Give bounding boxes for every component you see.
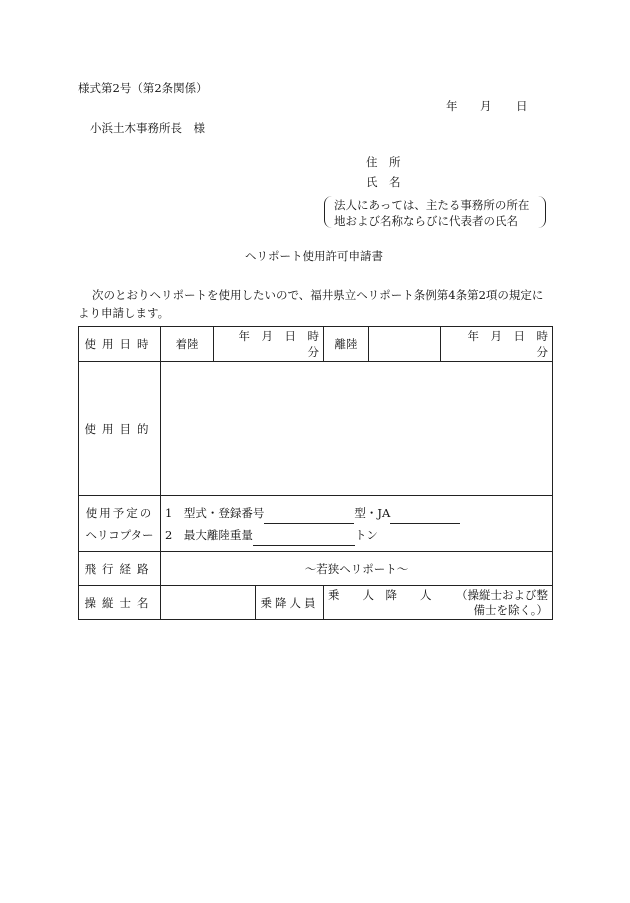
crew-label: 乗降人員 (256, 586, 324, 620)
pilot-field[interactable] (161, 586, 256, 620)
ja-label: 型・JA (354, 505, 391, 520)
address-label: 住 所 (366, 155, 401, 169)
route-label: 飛行経路 (79, 552, 161, 586)
max-takeoff-weight-field[interactable] (253, 533, 355, 546)
route-row (79, 552, 553, 586)
takeoff-datetime-field[interactable]: 年 月 日 時 分 (441, 327, 553, 362)
document-title: ヘリポート使用許可申請書 (245, 249, 383, 263)
landing-label: 着陸 (161, 327, 214, 362)
addressee: 小浜土木事務所長 様 (90, 121, 205, 135)
crew-field[interactable] (324, 586, 553, 620)
form-number: 様式第2号（第2条関係） (78, 81, 208, 95)
landing-datetime-field[interactable]: 年 月 日 時 分 (214, 327, 324, 362)
helicopter-details (161, 496, 553, 552)
takeoff-cell (324, 327, 441, 362)
passenger-count-label: 乗 人 降 人 (328, 588, 432, 602)
usage-datetime-label: 使用日時 (79, 327, 161, 362)
passenger-note-line1: （操縦士および整 (456, 588, 548, 602)
helicopter-row (79, 496, 553, 552)
takeoff-label: 離陸 (324, 327, 369, 361)
purpose-label: 使用目的 (79, 362, 161, 496)
helicopter-label (79, 496, 161, 552)
route-value[interactable]: ～若狭ヘリポート～ (161, 552, 553, 586)
helicopter-label-line2: ヘリコプター (85, 527, 154, 542)
model-registration-label: 1 型式・登録番号 (165, 505, 265, 520)
date-year-label: 年 (446, 99, 458, 113)
ton-unit: トン (354, 527, 378, 542)
purpose-field[interactable] (161, 362, 553, 496)
corporate-note-line1: 法人にあっては、主たる事務所の所在 (334, 198, 530, 212)
intro-line1: 次のとおりヘリポートを使用したいので、福井県立ヘリポート条例第4条第2項の規定に (92, 288, 544, 302)
date-month-label: 月 (480, 99, 492, 113)
usage-datetime-row (79, 327, 553, 362)
intro-line2: より申請します。 (78, 306, 170, 320)
purpose-row (79, 362, 553, 496)
pilot-row (79, 586, 553, 620)
application-table (78, 326, 560, 620)
max-takeoff-weight-label: 2 最大離陸重量 (165, 527, 253, 542)
helicopter-label-line1: 使用予定の (85, 505, 154, 520)
registration-field[interactable] (390, 511, 460, 524)
pilot-label: 操縦士名 (79, 586, 161, 620)
name-label: 氏 名 (366, 175, 401, 189)
passenger-note-line2: 備士を除く。） (473, 603, 548, 617)
model-field[interactable] (264, 511, 354, 524)
corporate-note-line2: 地および名称ならびに代表者の氏名 (334, 214, 518, 228)
date-day-label: 日 (516, 99, 528, 113)
